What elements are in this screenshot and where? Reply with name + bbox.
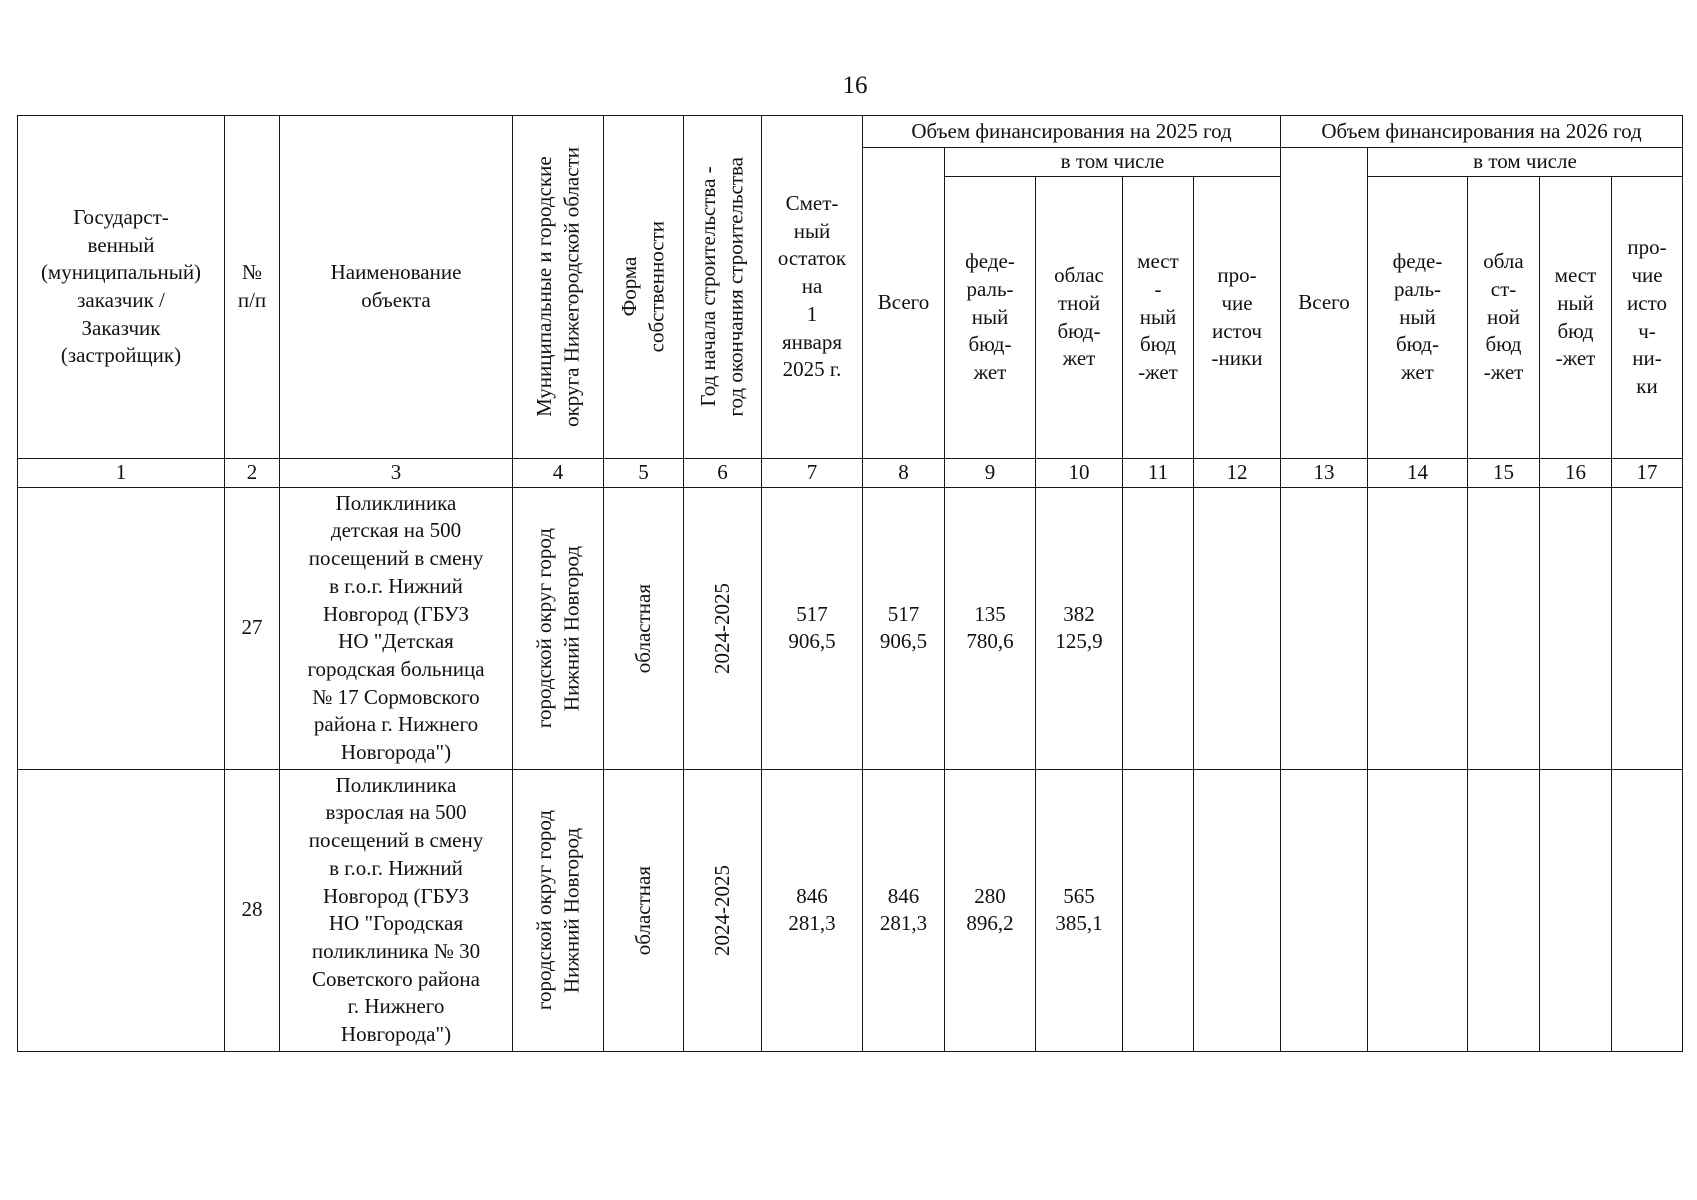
estimated-balance-cell: 846 281,3	[762, 769, 863, 1051]
header-including-2026: в том числе	[1368, 148, 1683, 177]
local-2026-cell	[1540, 769, 1612, 1051]
ownership-cell: областная	[604, 769, 684, 1051]
header-including-2025: в том числе	[945, 148, 1281, 177]
header-federal-2026: феде- раль- ный бюд- жет	[1368, 177, 1468, 459]
header-funding-2025: Объем финансирования на 2025 год	[863, 116, 1281, 148]
page-number: 16	[842, 72, 868, 99]
years-cell: 2024-2025	[684, 769, 762, 1051]
ownership-cell: областная	[604, 487, 684, 769]
column-number: 9	[945, 459, 1036, 488]
header-ownership: Форма собственности	[604, 116, 684, 459]
customer-cell	[18, 769, 225, 1051]
customer-cell	[18, 487, 225, 769]
estimated-balance-cell: 517 906,5	[762, 487, 863, 769]
column-number: 5	[604, 459, 684, 488]
header-estimated-balance: Смет- ный остаток на 1 января 2025 г.	[762, 116, 863, 459]
header-funding-2026: Объем финансирования на 2026 год	[1281, 116, 1683, 148]
regional-2025-cell: 382 125,9	[1036, 487, 1123, 769]
regional-2026-cell	[1468, 487, 1540, 769]
federal-2025-cell: 280 896,2	[945, 769, 1036, 1051]
municipality-cell: городской округ город Нижний Новгород	[513, 487, 604, 769]
federal-2026-cell	[1368, 769, 1468, 1051]
total-2025-cell: 517 906,5	[863, 487, 945, 769]
header-customer: Государст- венный (муниципальный) заказчик / Заказчик (застройщик)	[18, 116, 225, 459]
other-2026-cell	[1612, 487, 1683, 769]
header-total-2026: Всего	[1281, 148, 1368, 459]
column-number: 6	[684, 459, 762, 488]
header-number: № п/п	[225, 116, 280, 459]
header-total-2025: Всего	[863, 148, 945, 459]
regional-2025-cell: 565 385,1	[1036, 769, 1123, 1051]
header-federal-2025: феде- раль- ный бюд- жет	[945, 177, 1036, 459]
object-name-cell: Поликлиника детская на 500 посещений в смену в г.о.г. Нижний Новгород (ГБУЗ НО "Детская городская больница № 17 Сормовского района г. Нижнего Новгорода")	[280, 487, 513, 769]
header-regional-2025: облас тной бюд- жет	[1036, 177, 1123, 459]
table-row	[18, 769, 1683, 1051]
local-2026-cell	[1540, 487, 1612, 769]
column-number: 11	[1123, 459, 1194, 488]
years-cell: 2024-2025	[684, 487, 762, 769]
row-number-cell: 27	[225, 487, 280, 769]
municipality-cell: городской округ город Нижний Новгород	[513, 769, 604, 1051]
object-name-cell: Поликлиника взрослая на 500 посещений в смену в г.о.г. Нижний Новгород (ГБУЗ НО "Городская поликлиника № 30 Советского района г. Нижнего Новгорода")	[280, 769, 513, 1051]
header-other-2025: про- чие источ -ники	[1194, 177, 1281, 459]
total-2025-cell: 846 281,3	[863, 769, 945, 1051]
column-number: 17	[1612, 459, 1683, 488]
regional-2026-cell	[1468, 769, 1540, 1051]
column-number: 13	[1281, 459, 1368, 488]
column-number: 3	[280, 459, 513, 488]
column-number: 4	[513, 459, 604, 488]
local-2025-cell	[1123, 769, 1194, 1051]
local-2025-cell	[1123, 487, 1194, 769]
column-number: 2	[225, 459, 280, 488]
header-local-2026: мест ный бюд -жет	[1540, 177, 1612, 459]
total-2026-cell	[1281, 487, 1368, 769]
federal-2025-cell: 135 780,6	[945, 487, 1036, 769]
construction-funding-table	[17, 115, 1683, 1052]
header-years: Год начала строительства - год окончания строительства	[684, 116, 762, 459]
header-other-2026: про- чие исто ч- ни- ки	[1612, 177, 1683, 459]
total-2026-cell	[1281, 769, 1368, 1051]
other-2026-cell	[1612, 769, 1683, 1051]
row-number-cell: 28	[225, 769, 280, 1051]
column-number: 1	[18, 459, 225, 488]
other-2025-cell	[1194, 769, 1281, 1051]
table-row	[18, 487, 1683, 769]
other-2025-cell	[1194, 487, 1281, 769]
header-municipality: Муниципальные и городские округа Нижегородской области	[513, 116, 604, 459]
column-number: 8	[863, 459, 945, 488]
header-object-name: Наименование объекта	[280, 116, 513, 459]
header-regional-2026: обла ст- ной бюд -жет	[1468, 177, 1540, 459]
column-number: 14	[1368, 459, 1468, 488]
column-number: 7	[762, 459, 863, 488]
federal-2026-cell	[1368, 487, 1468, 769]
column-number: 10	[1036, 459, 1123, 488]
column-number: 15	[1468, 459, 1540, 488]
column-number: 12	[1194, 459, 1281, 488]
column-number: 16	[1540, 459, 1612, 488]
column-number-row	[18, 459, 1683, 488]
header-local-2025: мест - ный бюд -жет	[1123, 177, 1194, 459]
